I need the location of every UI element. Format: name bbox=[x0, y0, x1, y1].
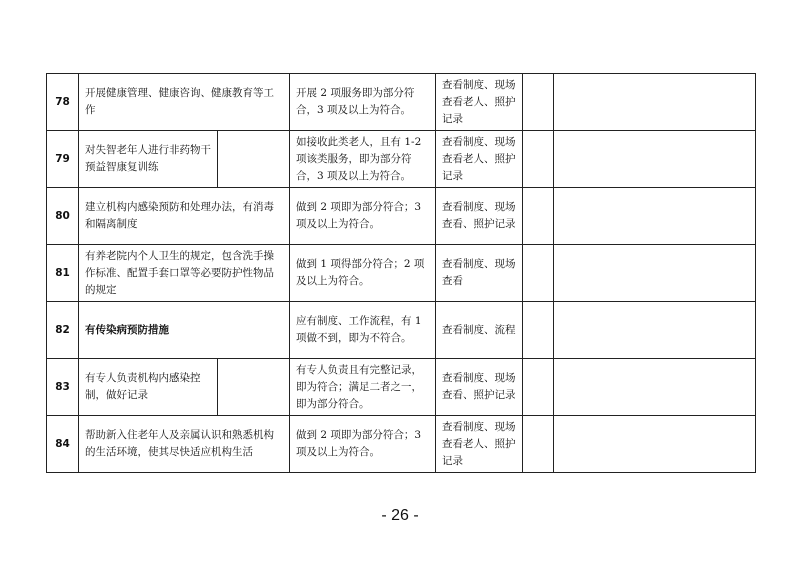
method-cell: 查看制度、现场查看 bbox=[436, 245, 523, 302]
row-number: 84 bbox=[47, 416, 79, 473]
method-cell: 查看制度、流程 bbox=[436, 302, 523, 359]
table-row bbox=[47, 74, 756, 131]
empty-cell bbox=[523, 74, 554, 131]
table-row bbox=[47, 188, 756, 245]
table-row bbox=[47, 302, 756, 359]
empty-cell bbox=[554, 416, 756, 473]
empty-cell bbox=[554, 74, 756, 131]
standard-cell: 做到 2 项即为部分符合；3 项及以上为符合。 bbox=[290, 416, 436, 473]
item-cell: 有传染病预防措施 bbox=[79, 302, 290, 359]
empty-cell bbox=[523, 131, 554, 188]
empty-cell bbox=[554, 188, 756, 245]
standard-cell: 做到 2 项即为部分符合；3 项及以上为符合。 bbox=[290, 188, 436, 245]
table-row bbox=[47, 359, 756, 416]
method-cell: 查看制度、现场查看、照护记录 bbox=[436, 359, 523, 416]
item-cell: 建立机构内感染预防和处理办法，有消毒和隔离制度 bbox=[79, 188, 290, 245]
empty-cell bbox=[218, 131, 290, 188]
standard-cell: 开展 2 项服务即为部分符合，3 项及以上为符合。 bbox=[290, 74, 436, 131]
row-number: 83 bbox=[47, 359, 79, 416]
item-cell: 对失智老年人进行非药物干预益智康复训练 bbox=[79, 131, 218, 188]
item-cell: 帮助新入住老年人及亲属认识和熟悉机构的生活环境，使其尽快适应机构生活 bbox=[79, 416, 290, 473]
empty-cell bbox=[523, 359, 554, 416]
empty-cell bbox=[554, 245, 756, 302]
method-cell: 查看制度、现场查看老人、照护记录 bbox=[436, 74, 523, 131]
item-cell: 开展健康管理、健康咨询、健康教育等工作 bbox=[79, 74, 290, 131]
standard-cell: 做到 1 项得部分符合；2 项及以上为符合。 bbox=[290, 245, 436, 302]
method-cell: 查看制度、现场查看老人、照护记录 bbox=[436, 131, 523, 188]
evaluation-table bbox=[46, 73, 756, 473]
row-number: 82 bbox=[47, 302, 79, 359]
row-number: 81 bbox=[47, 245, 79, 302]
empty-cell bbox=[218, 359, 290, 416]
empty-cell bbox=[554, 359, 756, 416]
row-number: 80 bbox=[47, 188, 79, 245]
row-number: 79 bbox=[47, 131, 79, 188]
standard-cell: 应有制度、工作流程，有 1 项做不到，即为不符合。 bbox=[290, 302, 436, 359]
standard-cell: 有专人负责且有完整记录，即为符合；满足二者之一，即为部分符合。 bbox=[290, 359, 436, 416]
item-cell: 有专人负责机构内感染控制，做好记录 bbox=[79, 359, 218, 416]
method-cell: 查看制度、现场查看老人、照护记录 bbox=[436, 416, 523, 473]
empty-cell bbox=[523, 302, 554, 359]
empty-cell bbox=[554, 302, 756, 359]
item-cell: 有养老院内个人卫生的规定，包含洗手操作标准、配置手套口罩等必要防护性物品的规定 bbox=[79, 245, 290, 302]
page-number: - 26 - bbox=[381, 507, 419, 524]
empty-cell bbox=[554, 131, 756, 188]
empty-cell bbox=[523, 188, 554, 245]
standard-cell: 如接收此类老人，且有 1-2 项该类服务，即为部分符合，3 项及以上为符合。 bbox=[290, 131, 436, 188]
table-row bbox=[47, 131, 756, 188]
table-row bbox=[47, 416, 756, 473]
empty-cell bbox=[523, 416, 554, 473]
row-number: 78 bbox=[47, 74, 79, 131]
table-row bbox=[47, 245, 756, 302]
empty-cell bbox=[523, 245, 554, 302]
method-cell: 查看制度、现场查看、照护记录 bbox=[436, 188, 523, 245]
